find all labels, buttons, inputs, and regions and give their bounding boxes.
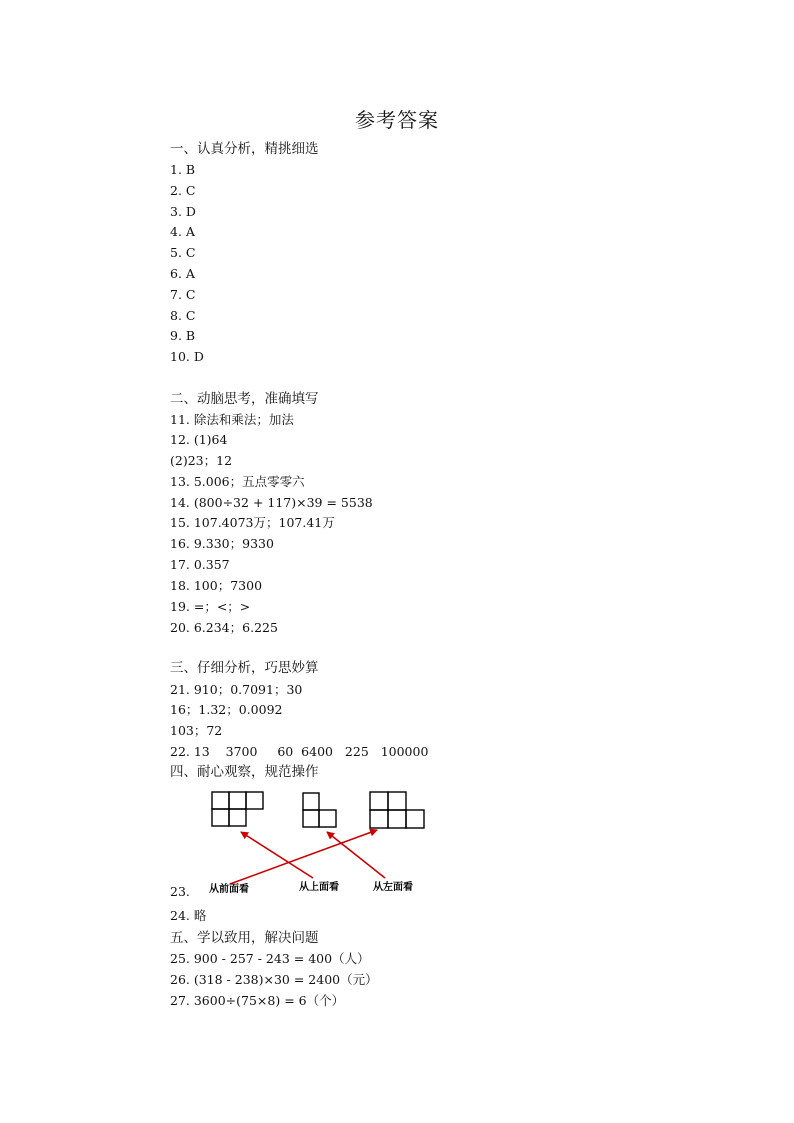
answer-line: 3. D	[170, 204, 196, 219]
answer-line: 16. 9.330；9330	[170, 536, 274, 551]
answer-line: 10. D	[170, 349, 204, 364]
section-heading-5: 五、学以致用，解决问题	[170, 930, 319, 946]
section-heading-3: 三、仔细分析，巧思妙算	[170, 660, 319, 676]
answer-line: 6. A	[170, 266, 195, 281]
answer-line: 7. C	[170, 287, 196, 302]
answer-line: 24. 略	[170, 908, 207, 923]
answer-line: 19. =；<；>	[170, 599, 251, 614]
answer-line: 13. 5.006；五点零零六	[170, 474, 305, 489]
answer-line: 2. C	[170, 183, 196, 198]
answer-line: 23.	[170, 884, 190, 899]
section-heading-1: 一、认真分析，精挑细选	[170, 141, 319, 157]
three-view-figure	[205, 788, 427, 896]
section-heading-4: 四、耐心观察，规范操作	[170, 764, 319, 780]
answer-line: 17. 0.357	[170, 557, 230, 572]
arrow-top-to-front	[241, 832, 313, 878]
answer-line: 21. 910；0.7091；30	[170, 682, 303, 697]
label-front-view: 从前面看	[209, 884, 249, 895]
answer-line: 9. B	[170, 328, 196, 343]
answer-line: 4. A	[170, 224, 195, 239]
answer-line: 11. 除法和乘法；加法	[170, 412, 294, 427]
answer-line: 15. 107.4073万；107.41万	[170, 515, 335, 530]
answer-line: 26. (318 - 238)×30 = 2400（元）	[170, 972, 378, 987]
answer-line: 22. 13 3700 60 6400 225 100000	[170, 744, 429, 759]
front-view-grid	[212, 792, 263, 826]
answer-line: 18. 100；7300	[170, 578, 263, 593]
answer-line: 27. 3600÷(75×8) = 6（个）	[170, 993, 345, 1008]
arrow-left-to-top	[327, 832, 385, 878]
answer-line: 16；1.32；0.0092	[170, 702, 283, 717]
answer-line: 8. C	[170, 308, 196, 323]
page-title: 参考答案	[355, 108, 439, 132]
answer-line: 5. C	[170, 245, 196, 260]
left-view-grid	[370, 792, 424, 828]
label-left-view: 从左面看	[373, 882, 413, 893]
answer-line: 25. 900 - 257 - 243 = 400（人）	[170, 951, 370, 966]
answer-line: 14. (800÷32 + 117)×39 = 5538	[170, 495, 373, 510]
label-top-view: 从上面看	[299, 882, 339, 893]
top-view-grid	[303, 793, 336, 827]
answer-line: (2)23；12	[170, 453, 233, 468]
answer-line: 12. (1)64	[170, 432, 228, 447]
arrow-front-to-left	[230, 830, 377, 884]
answer-line: 20. 6.234；6.225	[170, 620, 278, 635]
answer-line: 1. B	[170, 162, 196, 177]
answer-line: 103；72	[170, 723, 223, 738]
section-heading-2: 二、动脑思考，准确填写	[170, 391, 319, 407]
